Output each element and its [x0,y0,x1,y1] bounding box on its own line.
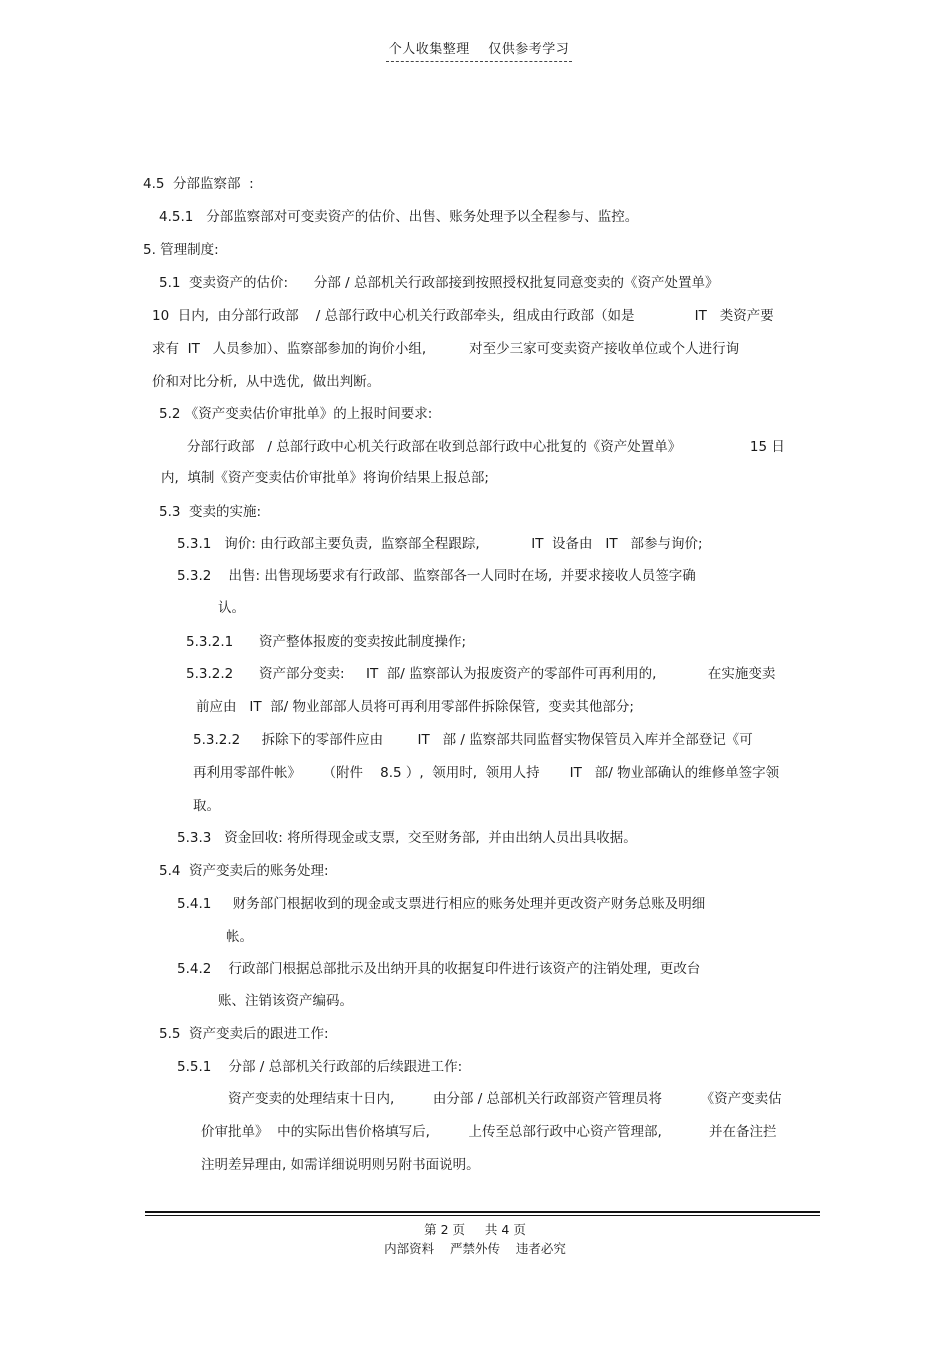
item-5-4-2-line-2: 账、注销该资产编码。 [218,993,353,1009]
section-5-heading: 5. 管理制度: [143,242,219,258]
item-5-4-1-line-1: 5.4.1 财务部门根据收到的现金或支票进行相应的账务处理并更改资产财务总账及明细 [177,896,706,912]
item-5-3-2-2b-line-2: 再利用零部件帐》 （附件 8.5 ）, 领用时, 领用人持 IT 部/ 物业部确认的维修单签字领 [193,765,780,781]
item-5-5-heading: 5.5 资产变卖后的跟进工作: [159,1026,329,1042]
item-4-5-1: 4.5.1 分部监察部对可变卖资产的估价、出售、账务处理予以全程参与、监控。 [159,209,639,225]
item-5-5-1: 5.5.1 分部 / 总部机关行政部的后续跟进工作: [177,1059,463,1075]
section-4-5-heading: 4.5 分部监察部 : [143,176,254,192]
item-5-5-1-line-2: 价审批单》 中的实际出售价格填写后, 上传至总部行政中心资产管理部, 并在备注拦 [201,1124,777,1140]
item-5-1-line-2: 10 日内, 由分部行政部 / 总部行政中心机关行政部牵头, 组成由行政部（如是 IT 类资产要 [152,308,774,324]
item-5-3-2-line-2: 认。 [218,600,245,616]
item-5-2-line-2: 内, 填制《资产变卖估价审批单》将询价结果上报总部; [161,470,489,486]
item-5-3-2-2b-line-1: 5.3.2.2 拆除下的零部件应由 IT 部 / 监察部共同监督实物保管员入库并全部登记《可 [193,732,753,748]
item-5-1-line-1: 5.1 变卖资产的估价: 分部 / 总部机关行政部接到按照授权批复同意变卖的《资产处置单》 [159,275,719,291]
page-number: 第 2 页 共 4 页 [424,1222,526,1237]
item-5-1-line-4: 价和对比分析, 从中选优, 做出判断。 [152,374,381,390]
item-5-5-1-line-1: 资产变卖的处理结束十日内, 由分部 / 总部机关行政部资产管理员将 《资产变卖估 [228,1091,782,1107]
item-5-4-2-line-1: 5.4.2 行政部门根据总部批示及出纳开具的收据复印件进行该资产的注销处理, 更改台 [177,961,701,977]
item-5-3-3: 5.3.3 资金回收: 将所得现金或支票, 交至财务部, 并由出纳人员出具收据。 [177,830,637,846]
item-5-3-2-2-line-2: 前应由 IT 部/ 物业部部人员将可再利用零部件拆除保管, 变卖其他部分; [196,699,634,715]
item-5-3-heading: 5.3 变卖的实施: [159,504,262,520]
item-5-2-heading: 5.2 《资产变卖估价审批单》的上报时间要求: [159,406,433,422]
item-5-1-line-3: 求有 IT 人员参加）、监察部参加的询价小组, 对至少三家可变卖资产接收单位或个人进行询 [152,341,740,357]
item-5-2-line-1: 分部行政部 / 总部行政中心机关行政部在收到总部行政中心批复的《资产处置单》 15 日 [187,439,785,455]
item-5-3-2-1: 5.3.2.1 资产整体报废的变卖按此制度操作; [186,634,467,650]
item-5-4-heading: 5.4 资产变卖后的账务处理: [159,863,329,879]
item-5-5-1-line-3: 注明差异理由, 如需详细说明则另附书面说明。 [201,1157,480,1173]
page-header: 个人收集整理 仅供参考学习 [386,38,572,62]
item-5-3-1: 5.3.1 询价: 由行政部主要负责, 监察部全程跟踪, IT 设备由 IT 部参与询价; [177,536,703,552]
item-5-4-1-line-2: 帐。 [226,929,253,945]
footer-rule-thick [145,1211,820,1213]
footer-notice: 内部资料 严禁外传 违者必究 [384,1241,566,1256]
footer-rule-thin [145,1215,820,1216]
item-5-3-2-line-1: 5.3.2 出售: 出售现场要求有行政部、监察部各一人同时在场, 并要求接收人员签字确 [177,568,696,584]
item-5-3-2-2-line-1: 5.3.2.2 资产部分变卖: IT 部/ 监察部认为报废资产的零部件可再利用的, 在实施变卖 [186,666,776,682]
item-5-3-2-2b-line-3: 取。 [193,798,220,814]
